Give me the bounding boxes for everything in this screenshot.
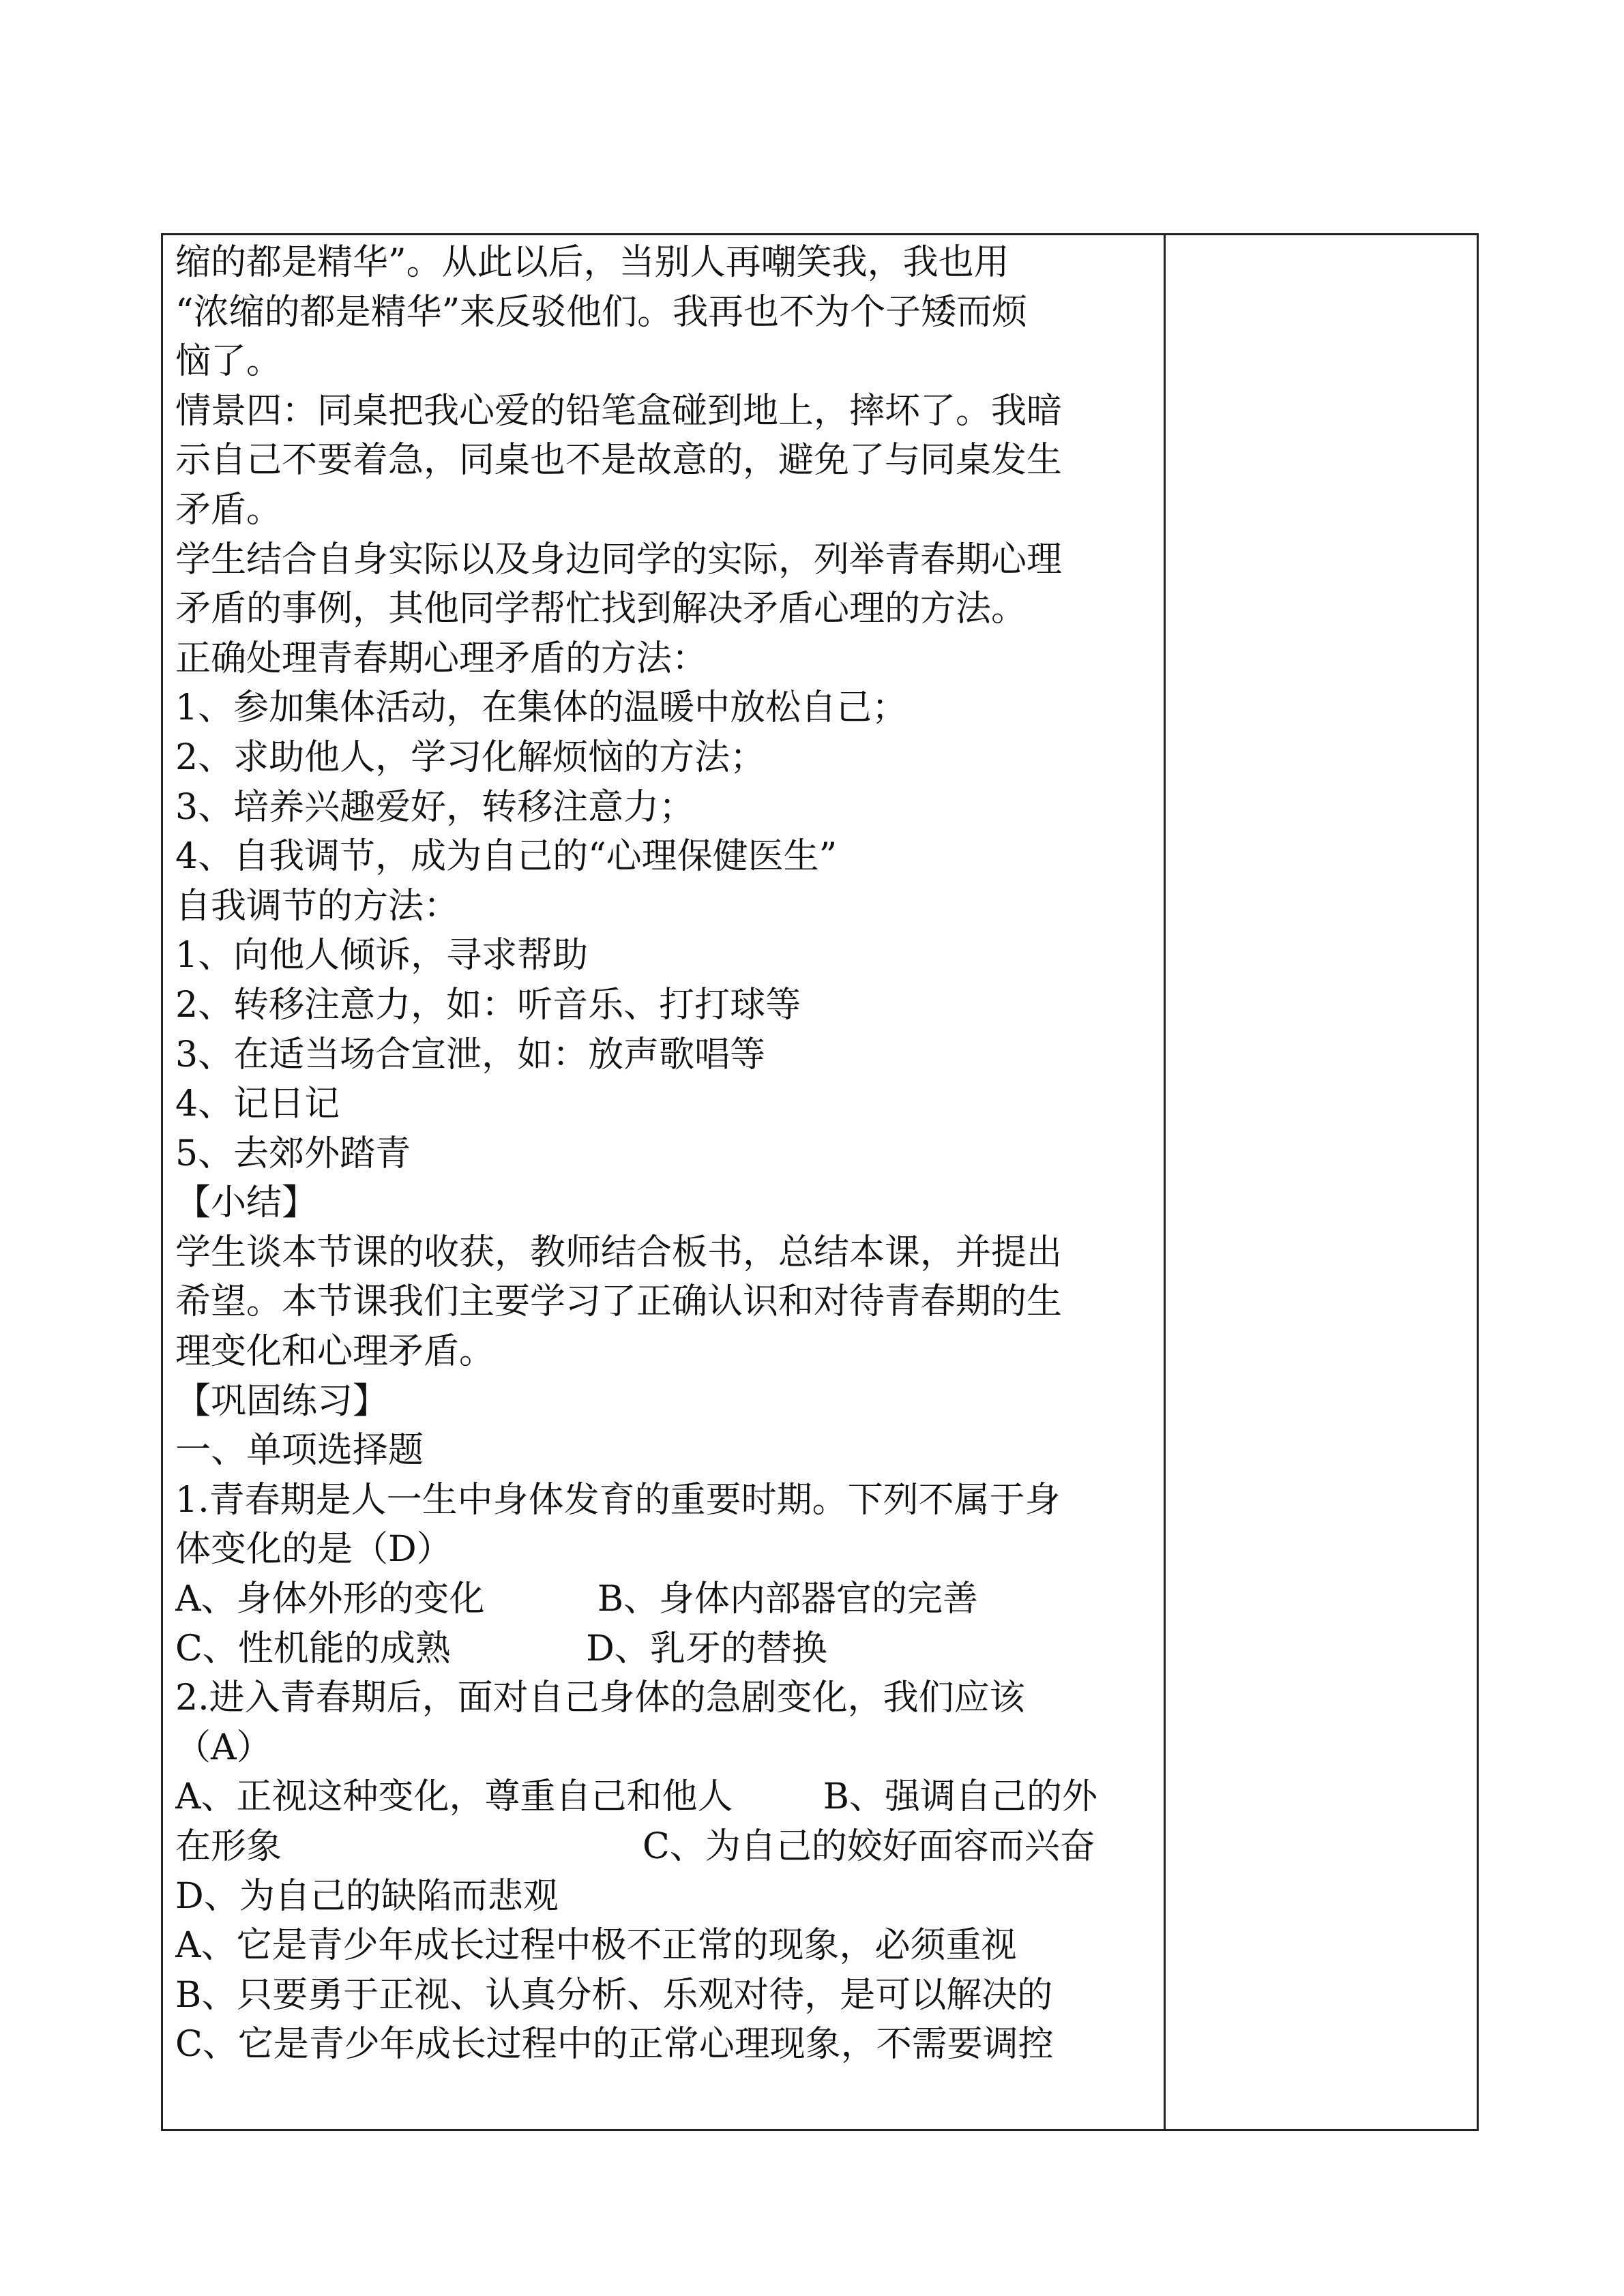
text-line: 自我调节的方法： [175, 885, 460, 927]
text-line: 体变化的是（D） [175, 1529, 452, 1570]
text-line: 3、在适当场合宣泄，如：放声歌唱等 [175, 1034, 766, 1075]
text-line: A、正视这种变化，尊重自己和他人 B、强调自己的外 [175, 1776, 1098, 1818]
text-line: 2.进入青春期后，面对自己身体的急剧变化，我们应该 [175, 1678, 1025, 1719]
text-line: 矛盾的事例，其他同学帮忙找到解决矛盾心理的方法。 [175, 588, 1027, 630]
text-line: 正确处理青春期心理矛盾的方法： [175, 638, 708, 679]
text-line: 希望。本节课我们主要学习了正确认识和对待青春期的生 [175, 1281, 1063, 1323]
text-line: 情景四：同桌把我心爱的铅笔盒碰到地上，摔坏了。我暗 [175, 390, 1063, 432]
text-line: 学生结合自身实际以及身边同学的实际，列举青春期心理 [175, 539, 1063, 580]
text-line: 矛盾。 [175, 489, 282, 531]
text-line: 4、记日记 [175, 1084, 340, 1125]
text-line: C、性机能的成熟 D、乳牙的替换 [175, 1628, 827, 1669]
text-line: B、只要勇于正视、认真分析、乐观对待，是可以解决的 [175, 1974, 1053, 2016]
text-line: 【小结】 [175, 1182, 318, 1224]
text-line: 1.青春期是人一生中身体发育的重要时期。下列不属于身 [175, 1479, 1061, 1521]
text-line: 【巩固练习】 [175, 1380, 389, 1422]
notes-column [1166, 235, 1477, 2129]
text-line: 示自己不要着急，同桌也不是故意的，避免了与同桌发生 [175, 440, 1063, 481]
text-line: 学生谈本节课的收获，教师结合板书，总结本课，并提出 [175, 1232, 1063, 1273]
text-line: 恼了。 [175, 341, 282, 383]
content-column [163, 235, 1166, 2129]
text-line: A、它是青少年成长过程中极不正常的现象，必须重视 [175, 1925, 1017, 1967]
text-line: 2、求助他人，学习化解烦恼的方法； [175, 736, 766, 778]
text-line: C、它是青少年成长过程中的正常心理现象，不需要调控 [175, 2024, 1054, 2066]
text-line: 理变化和心理矛盾。 [175, 1331, 495, 1373]
text-line: 2、转移注意力，如：听音乐、打打球等 [175, 984, 801, 1026]
text-line: 5、去郊外踏青 [175, 1133, 411, 1174]
text-line: A、身体外形的变化 B、身体内部器官的完善 [175, 1579, 979, 1620]
text-line: “浓缩的都是精华”来反驳他们。我再也不为个子矮而烦 [175, 291, 1028, 333]
text-line: 在形象 C、为自己的姣好面容而兴奋 [175, 1826, 1095, 1867]
text-line: 缩的都是精华”。从此以后，当别人再嘲笑我，我也用 [175, 242, 1009, 283]
text-line: D、为自己的缺陷而悲观 [175, 1875, 559, 1917]
text-line: （A） [175, 1727, 272, 1768]
text-line: 4、自我调节，成为自己的“心理保健医生” [175, 836, 838, 878]
text-line: 3、培养兴趣爱好，转移注意力； [175, 786, 695, 828]
text-line: 1、向他人倾诉，寻求帮助 [175, 935, 589, 976]
text-line: 1、参加集体活动，在集体的温暖中放松自己； [175, 687, 908, 729]
lesson-plan-table [161, 233, 1479, 2131]
text-line: 一、单项选择题 [175, 1430, 424, 1472]
